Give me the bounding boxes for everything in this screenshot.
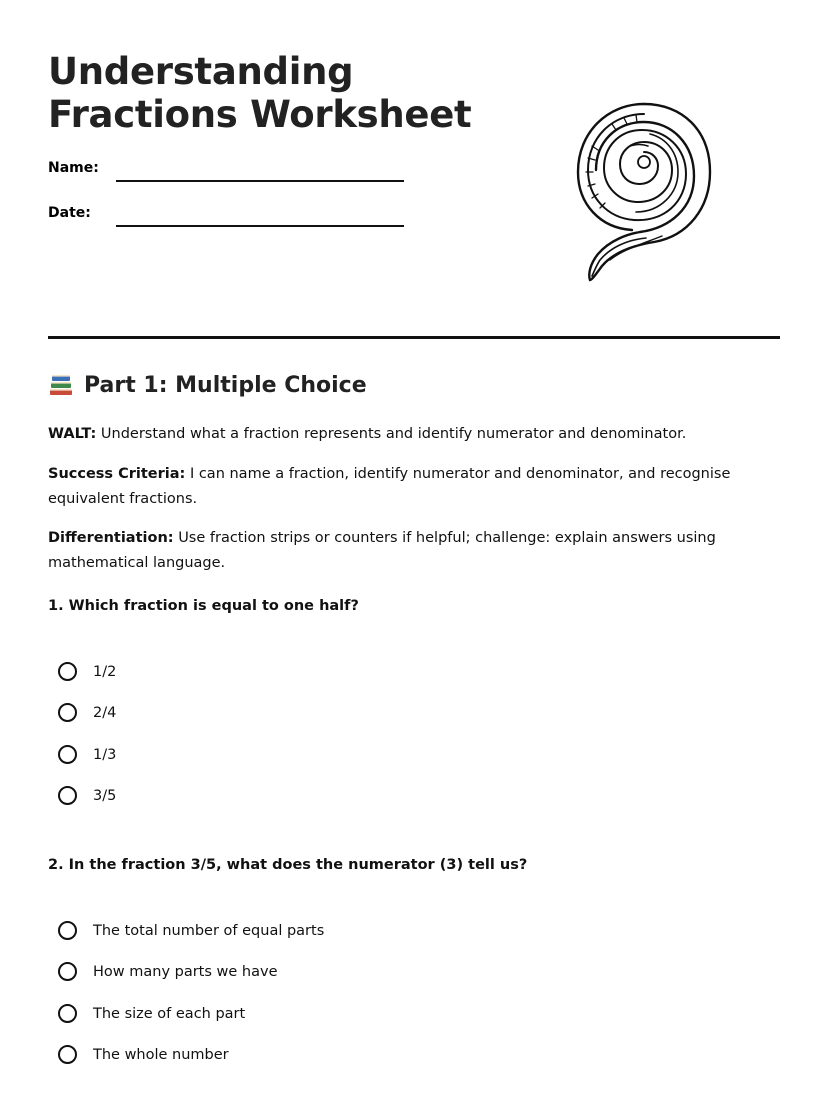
option-label: 1/2 xyxy=(93,663,117,680)
walt-label: WALT: xyxy=(48,426,97,442)
question-2: 2. In the fraction 3/5, what does the numerator (3) tell us? xyxy=(48,857,528,873)
page-title xyxy=(48,50,471,136)
koru-spiral-icon xyxy=(570,100,716,282)
q1-option-a[interactable] xyxy=(58,662,116,681)
differentiation-paragraph xyxy=(48,526,780,576)
radio-button[interactable] xyxy=(58,703,77,722)
part1-heading-text: Part 1: Multiple Choice xyxy=(84,372,367,398)
section-divider xyxy=(48,336,780,339)
q2-option-b[interactable] xyxy=(58,962,278,981)
radio-button[interactable] xyxy=(58,786,77,805)
walt-paragraph xyxy=(48,422,780,447)
option-label: The total number of equal parts xyxy=(93,922,325,939)
q1-option-b[interactable] xyxy=(58,703,116,722)
option-label: The size of each part xyxy=(93,1005,246,1022)
q1-option-d[interactable] xyxy=(58,786,116,805)
differentiation-label: Differentiation: xyxy=(48,530,174,546)
radio-button[interactable] xyxy=(58,1004,77,1023)
part1-heading xyxy=(48,372,367,398)
success-criteria-text: I can name a fraction, identify numerator and denominator, and recognise equivalent fractions. xyxy=(48,466,731,507)
success-criteria-paragraph xyxy=(48,462,780,512)
q2-option-a[interactable] xyxy=(58,921,324,940)
radio-button[interactable] xyxy=(58,745,77,764)
option-label: 3/5 xyxy=(93,787,117,804)
name-field[interactable] xyxy=(116,180,404,182)
radio-button[interactable] xyxy=(58,921,77,940)
date-field[interactable] xyxy=(116,225,404,227)
differentiation-text: Use fraction strips or counters if helpful; challenge: explain answers using mathematical language. xyxy=(48,530,716,571)
date-label: Date: xyxy=(48,205,91,221)
q2-option-c[interactable] xyxy=(58,1004,245,1023)
walt-text: Understand what a fraction represents and identify numerator and denominator. xyxy=(100,426,687,442)
q2-option-d[interactable] xyxy=(58,1045,229,1064)
books-icon xyxy=(48,372,74,398)
radio-button[interactable] xyxy=(58,662,77,681)
title-line-2: Fractions Worksheet xyxy=(48,93,472,136)
radio-button[interactable] xyxy=(58,1045,77,1064)
title-line-1: Understanding xyxy=(48,50,354,93)
option-label: 1/3 xyxy=(93,746,117,763)
name-label: Name: xyxy=(48,160,99,176)
question-1: 1. Which fraction is equal to one half? xyxy=(48,598,359,614)
radio-button[interactable] xyxy=(58,962,77,981)
option-label: The whole number xyxy=(93,1046,229,1063)
option-label: 2/4 xyxy=(93,704,117,721)
option-label: How many parts we have xyxy=(93,963,278,980)
q1-option-c[interactable] xyxy=(58,745,116,764)
success-criteria-label: Success Criteria: xyxy=(48,466,186,482)
